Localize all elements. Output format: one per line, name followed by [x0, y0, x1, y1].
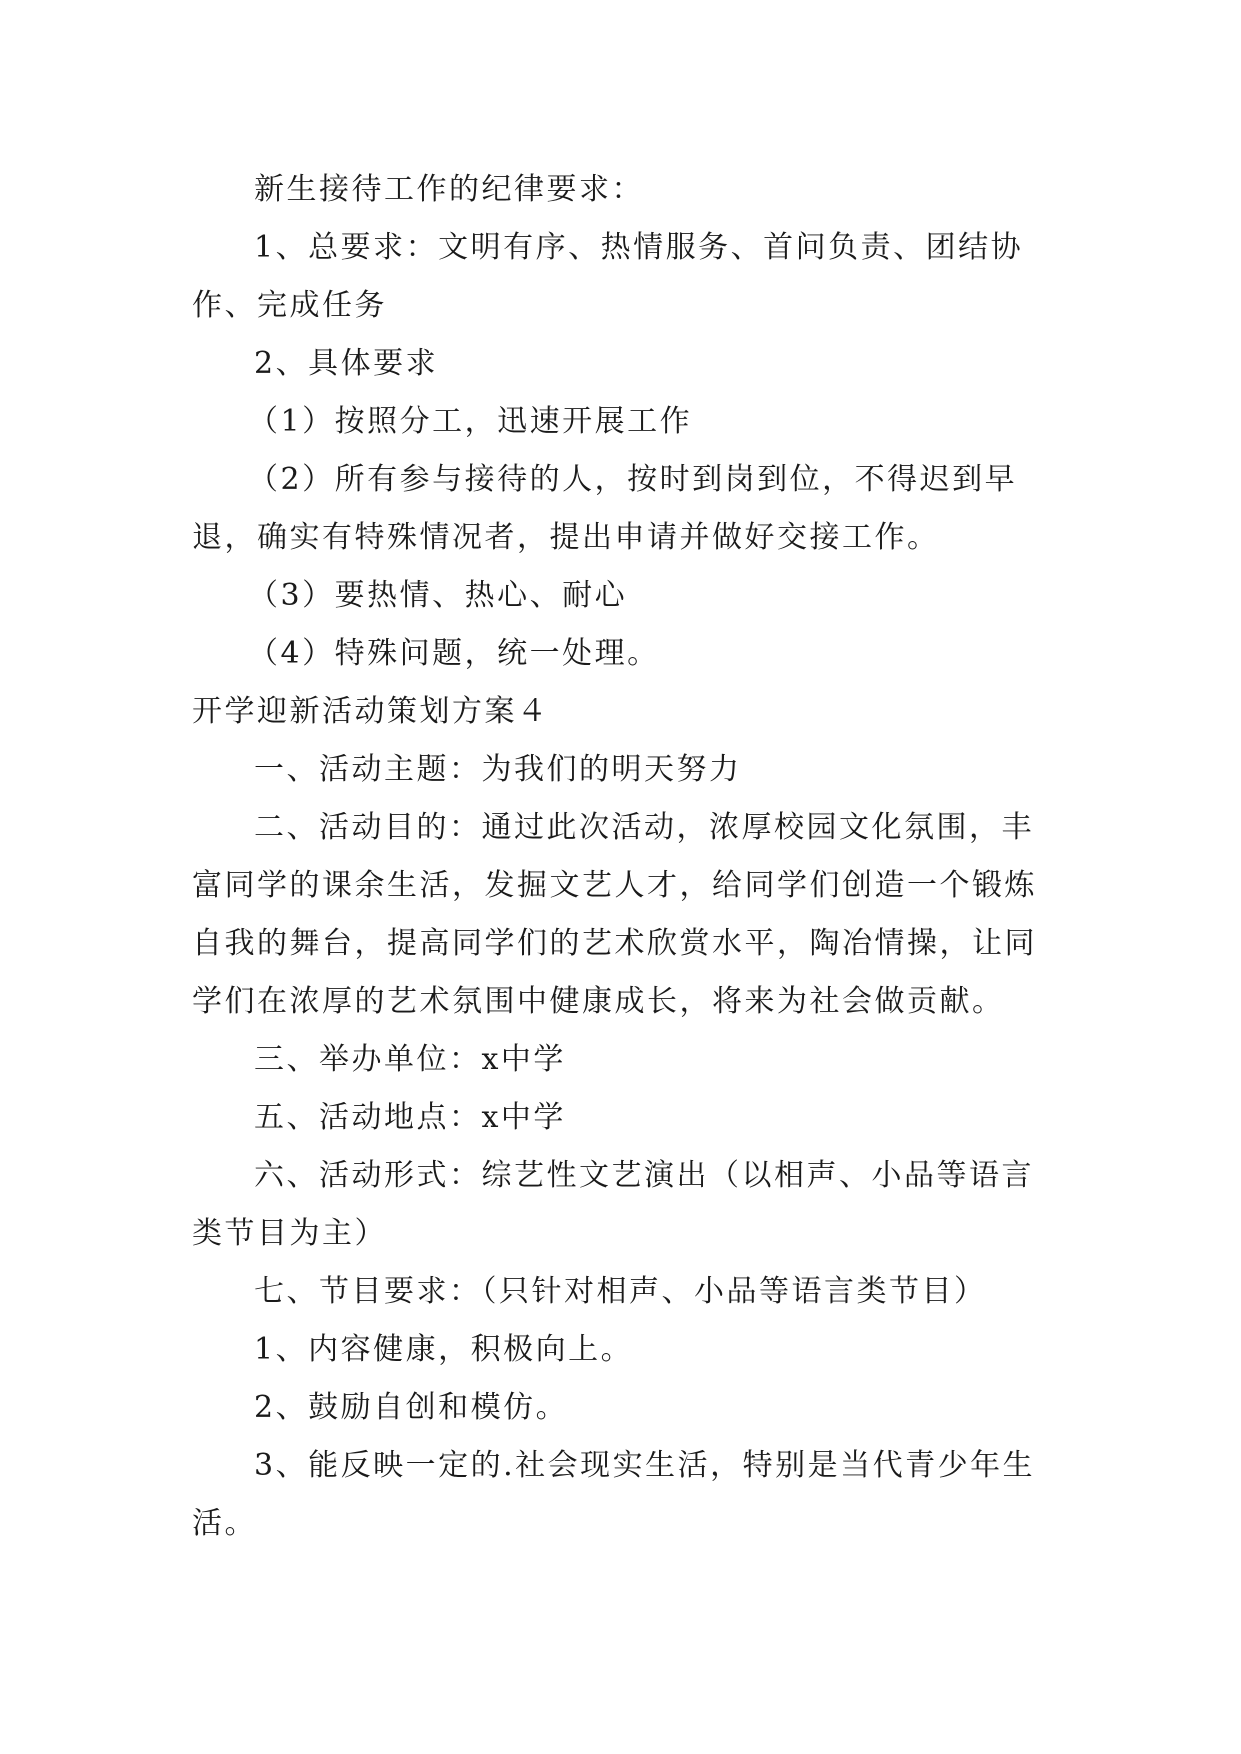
section-heading: 新生接待工作的纪律要求： — [254, 172, 644, 207]
list-item: （4）特殊问题，统一处理。 — [248, 636, 660, 671]
list-item: 2、鼓励自创和模仿。 — [254, 1390, 569, 1425]
paragraph-line: 2、具体要求 — [254, 346, 439, 381]
paragraph-line: 学们在浓厚的艺术氛围中健康成长，将来为社会做贡献。 — [192, 984, 1005, 1019]
paragraph-line: 三、举办单位：x中学 — [254, 1042, 566, 1077]
list-item: （2）所有参与接待的人，按时到岗到位，不得迟到早 — [248, 462, 1018, 497]
paragraph-line: 一、活动主题：为我们的明天努力 — [254, 752, 742, 787]
list-item: 1、内容健康，积极向上。 — [254, 1332, 634, 1367]
paragraph-line: 退，确实有特殊情况者，提出申请并做好交接工作。 — [192, 520, 940, 555]
paragraph-line: 活。 — [192, 1506, 257, 1541]
document-body — [192, 161, 1050, 1553]
document-title: 开学迎新活动策划方案４ — [192, 694, 550, 729]
paragraph-line: 作、完成任务 — [192, 288, 387, 323]
paragraph-line: 类节目为主） — [192, 1216, 387, 1251]
paragraph-line: 七、节目要求：（只针对相声、小品等语言类节目） — [254, 1274, 987, 1309]
paragraph-line: 五、活动地点：x中学 — [254, 1100, 566, 1135]
list-item: （3）要热情、热心、耐心 — [248, 578, 628, 613]
paragraph-line: 1、总要求：文明有序、热情服务、首问负责、团结协 — [254, 230, 1024, 265]
list-item: （1）按照分工，迅速开展工作 — [248, 404, 693, 439]
paragraph-line: 二、活动目的：通过此次活动，浓厚校园文化氛围，丰 — [254, 810, 1034, 845]
paragraph-line: 富同学的课余生活，发掘文艺人才，给同学们创造一个锻炼 — [192, 868, 1037, 903]
paragraph-line: 自我的舞台，提高同学们的艺术欣赏水平，陶冶情操，让同 — [192, 926, 1037, 961]
paragraph-line: 六、活动形式：综艺性文艺演出（以相声、小品等语言 — [254, 1158, 1034, 1193]
list-item: 3、能反映一定的.社会现实生活，特别是当代青少年生 — [254, 1448, 1036, 1483]
